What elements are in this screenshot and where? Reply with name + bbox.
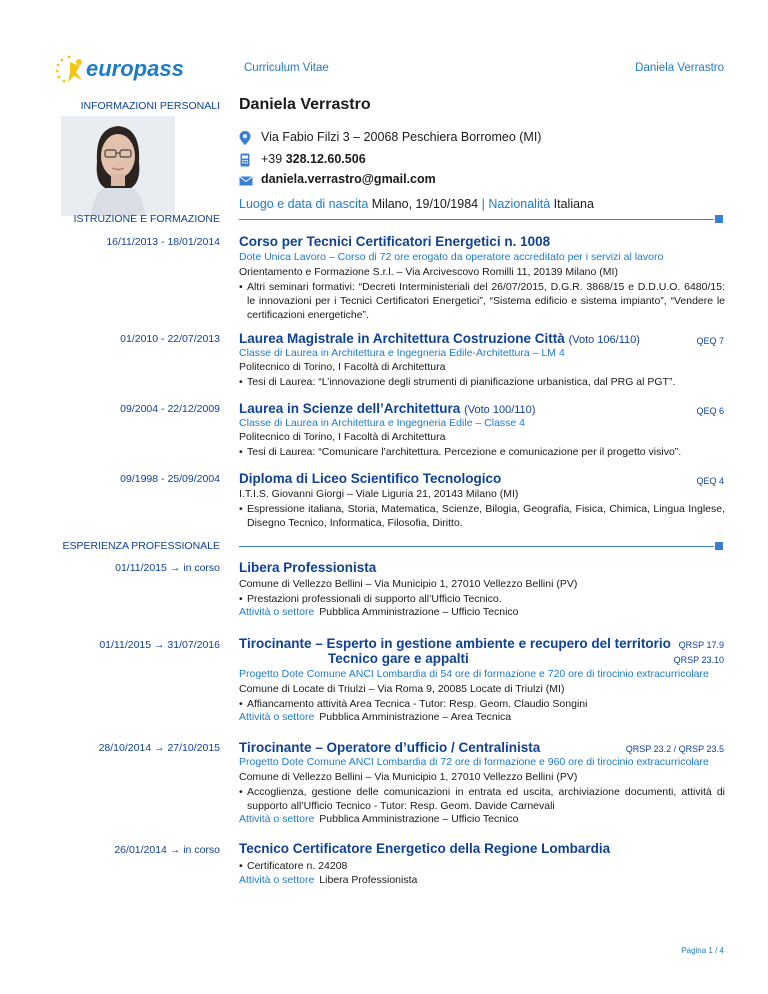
section-rule (239, 546, 714, 547)
europass-logo-text: europass (86, 56, 184, 81)
exp-title: Libera Professionista (239, 560, 377, 575)
edu-org: Politecnico di Torino, I Facoltà di Architettura (239, 361, 446, 373)
edu-dates: 01/2010 - 22/07/2013 (120, 333, 220, 345)
edu-qualification-level: QEQ 6 (696, 406, 724, 416)
exp-subtitle: Progetto Dote Comune ANCI Lombardia di 54 ore di formazione e 720 ore di tirocinio extracurricolare (239, 668, 709, 680)
section-marker (715, 542, 723, 550)
exp-bullet: • Certificatore n. 24208 (239, 859, 725, 873)
exp-bullet: • Accoglienza, gestione delle comunicazioni in entrata ed uscita, archiviazione documenti, attività di supporto all’Ufficio Tecnico - Tutor: Resp. Geom. Davide Carnevali (239, 785, 725, 813)
exp-activity: Attività o settore Pubblica Amministrazione – Ufficio Tecnico (239, 813, 519, 825)
exp-dates: 26/01/2014 → in corso (114, 844, 220, 856)
edu-dates: 09/2004 - 22/12/2009 (120, 403, 220, 415)
phone-icon (239, 153, 251, 167)
location-pin-icon (239, 131, 251, 145)
exp-title: Tirocinante – Esperto in gestione ambiente e recupero del territorio (239, 636, 671, 651)
edu-title: Corso per Tecnici Certificatori Energetici n. 1008 (239, 234, 551, 249)
profile-photo (61, 116, 175, 216)
edu-qualification-level: QEQ 7 (696, 336, 724, 346)
section-marker (715, 215, 723, 223)
exp-title: Tecnico Certificatore Energetico della Regione Lombardia (239, 841, 611, 856)
exp-dates: 28/10/2014 → 27/10/2015 (98, 742, 220, 754)
edu-dates: 16/11/2013 - 18/01/2014 (106, 236, 220, 248)
exp-dates: 01/11/2015 → 31/07/2016 (99, 639, 220, 651)
edu-dates: 09/1998 - 25/09/2004 (120, 473, 220, 485)
section-rule (239, 219, 714, 220)
exp-qualification-code: QRSP 17.9 (678, 640, 724, 650)
exp-title-line2: Tecnico gare e appalti (328, 651, 469, 666)
phone: +39 328.12.60.506 (261, 152, 366, 166)
exp-qualification-code: QRSP 23.2 / QRSP 23.5 (625, 744, 724, 754)
edu-qualification-level: QEQ 4 (696, 476, 724, 486)
page-number: Pagina 1 / 4 (681, 946, 724, 955)
exp-activity: Attività o settore Libera Professionista (239, 874, 418, 886)
section-label-education: ISTRUZIONE E FORMAZIONE (73, 213, 220, 225)
exp-bullet: • Affiancamento attività Area Tecnica - Tutor: Resp. Geom. Claudio Songini (239, 697, 725, 711)
exp-activity: Attività o settore Pubblica Amministrazione – Area Tecnica (239, 711, 512, 723)
edu-bullet: • Tesi di Laurea: “Comunicare l’architettura. Percezione e comunicazione per il progetto visivo”. (239, 445, 725, 459)
exp-org: Comune di Locate di Triulzi – Via Roma 9, 20085 Locate di Triulzi (MI) (239, 683, 565, 695)
exp-activity: Attività o settore Pubblica Amministrazione – Ufficio Tecnico (239, 606, 519, 618)
doc-title: Curriculum Vitae (244, 62, 329, 74)
edu-bullet: • Altri seminari formativi: “Decreti Interministeriali del 26/07/2015, D.G.R. 3868/15 e D.D.U.O. 6480/15: le innovazioni per i Tecnici Certificatori Energetici”, “Sistema edificio e sistema impianto”, “Vendere le certificazioni energetiche”. (239, 280, 725, 322)
edu-org: I.T.I.S. Giovanni Giorgi – Viale Liguria 21, 20143 Milano (MI) (239, 488, 519, 500)
person-name: Daniela Verrastro (239, 96, 371, 113)
exp-dates: 01/11/2015 → in corso (115, 562, 220, 574)
exp-subtitle: Progetto Dote Comune ANCI Lombardia di 72 ore di formazione e 960 ore di tirocinio extracurricolare (239, 756, 709, 768)
edu-bullet: • Tesi di Laurea: “L’innovazione degli strumenti di pianificazione urbanistica, dal PRG al PGT”. (239, 375, 725, 389)
edu-subtitle: Classe di Laurea in Architettura e Ingegneria Edile-Architettura – LM 4 (239, 347, 565, 359)
exp-bullet: • Prestazioni professionali di supporto all’Ufficio Tecnico. (239, 592, 725, 606)
header-person-name: Daniela Verrastro (635, 62, 724, 74)
edu-subtitle: Dote Unica Lavoro – Corso di 72 ore erogato da operatore accreditato per i servizi al lavoro (239, 251, 664, 263)
exp-org: Comune di Vellezzo Bellini – Via Municipio 1, 27010 Vellezzo Bellini (PV) (239, 578, 578, 590)
edu-title: Diploma di Liceo Scientifico Tecnologico (239, 471, 502, 486)
edu-title: Laurea in Scienze dell’Architettura (Voto 100/110) (239, 401, 536, 416)
exp-org: Comune di Vellezzo Bellini – Via Municipio 1, 27010 Vellezzo Bellini (PV) (239, 771, 578, 783)
address: Via Fabio Filzi 3 – 20068 Peschiera Borromeo (MI) (261, 130, 542, 144)
section-label-experience: ESPERIENZA PROFESSIONALE (62, 540, 220, 552)
exp-qualification-code: QRSP 23.10 (673, 655, 724, 665)
edu-title: Laurea Magistrale in Architettura Costruzione Città (Voto 106/110) (239, 331, 640, 346)
envelope-icon (239, 176, 253, 186)
edu-subtitle: Classe di Laurea in Architettura e Ingegneria Edile – Classe 4 (239, 417, 526, 429)
email[interactable]: daniela.verrastro@gmail.com (261, 172, 436, 186)
edu-org: Politecnico di Torino, I Facoltà di Architettura (239, 431, 446, 443)
birth-info: Luogo e data di nascita Milano, 19/10/1984 | Nazionalità Italiana (239, 197, 594, 211)
edu-bullet: • Espressione italiana, Storia, Matematica, Scienze, Bilogia, Geografia, Fisica, Chimica, Lingua Inglese, Disegno Tecnico, Informatica, Filosofia, Diritto. (239, 502, 725, 530)
section-label-personal: INFORMAZIONI PERSONALI (80, 100, 220, 112)
exp-title: Tirocinante – Operatore d’ufficio / Centralinista (239, 740, 541, 755)
edu-org: Orientamento e Formazione S.r.l. – Via Arcivescovo Romilli 11, 20139 Milano (MI) (239, 266, 618, 278)
